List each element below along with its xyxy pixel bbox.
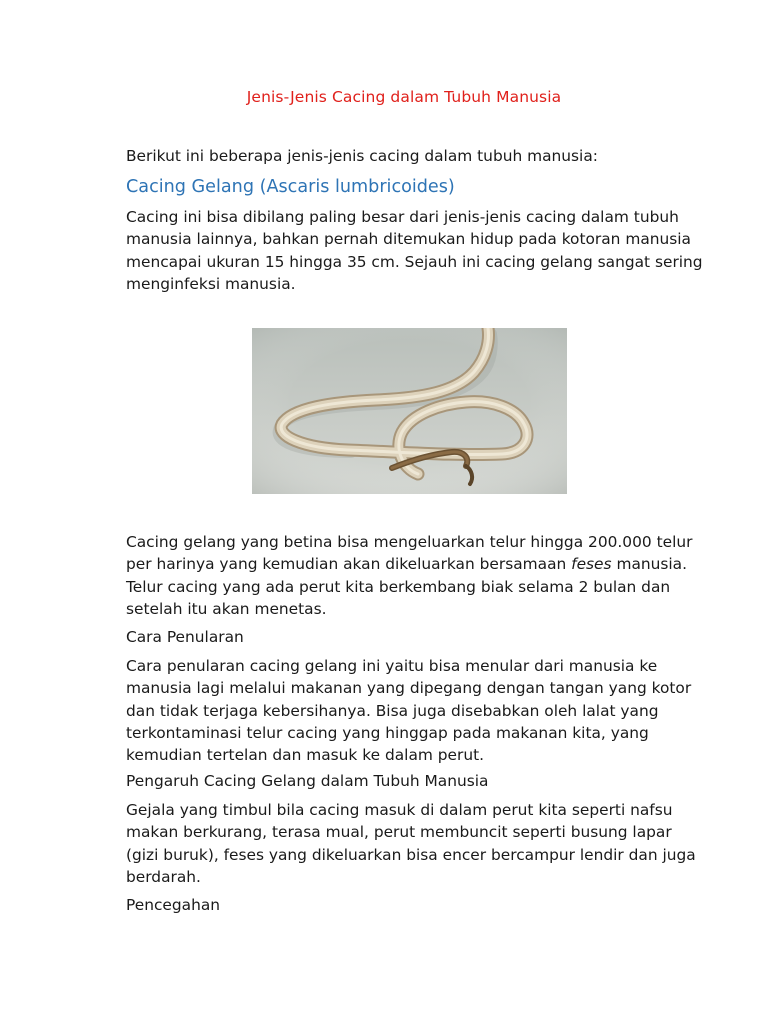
paragraph-effects: Gejala yang timbul bila cacing masuk di dalam perut kita seperti nafsu makan berkurang, terasa mual, perut membuncit seperti busung lapar (gizi buruk), feses yang dikeluarkan bisa encer bercampur lendir dan juga berdarah. <box>126 801 696 886</box>
paragraph-transmission: Cara penularan cacing gelang ini yaitu bisa menular dari manusia ke manusia lagi melalui makanan yang dipegang dengan tangan yang kotor dan tidak terjaga kebersihanya. Bisa juga disebabkan oleh lalat yang terkontaminasi telur cacing yang hinggap pada makanan kita, yang kemudian tertelan dan masuk ke dalam perut. <box>126 657 692 765</box>
document-title: Jenis-Jenis Cacing dalam Tubuh Manusia <box>246 88 562 106</box>
paragraph-description: Cacing ini bisa dibilang paling besar dari jenis-jenis cacing dalam tubuh manusia lainnya, bahkan pernah ditemukan hidup pada kotoran manusia mencapai ukuran 15 hingga 35 cm. Sejauh ini cacing gelang sangat sering menginfeksi manusia. <box>126 208 703 293</box>
section-heading: Cacing Gelang (Ascaris lumbricoides) <box>126 177 455 197</box>
paragraph-reproduction-italic: feses <box>571 555 612 574</box>
subheading-prevention: Pencegahan <box>126 896 221 914</box>
paragraph-reproduction <box>126 531 706 620</box>
roundworm-photo <box>252 328 567 494</box>
paragraph-reproduction-part1: Cacing gelang yang betina bisa mengeluarkan telur hingga 200.000 telur per harinya yang kemudian akan dikeluarkan bersamaan <box>126 533 693 574</box>
subheading-effects: Pengaruh Cacing Gelang dalam Tubuh Manusia <box>126 772 489 790</box>
intro-text: Berikut ini beberapa jenis-jenis cacing dalam tubuh manusia: <box>126 147 598 165</box>
paragraph-reproduction-part2: manusia. Telur cacing yang ada perut kita berkembang biak selama 2 bulan dan setelah itu akan menetas. <box>126 555 688 618</box>
subheading-transmission: Cara Penularan <box>126 628 244 646</box>
